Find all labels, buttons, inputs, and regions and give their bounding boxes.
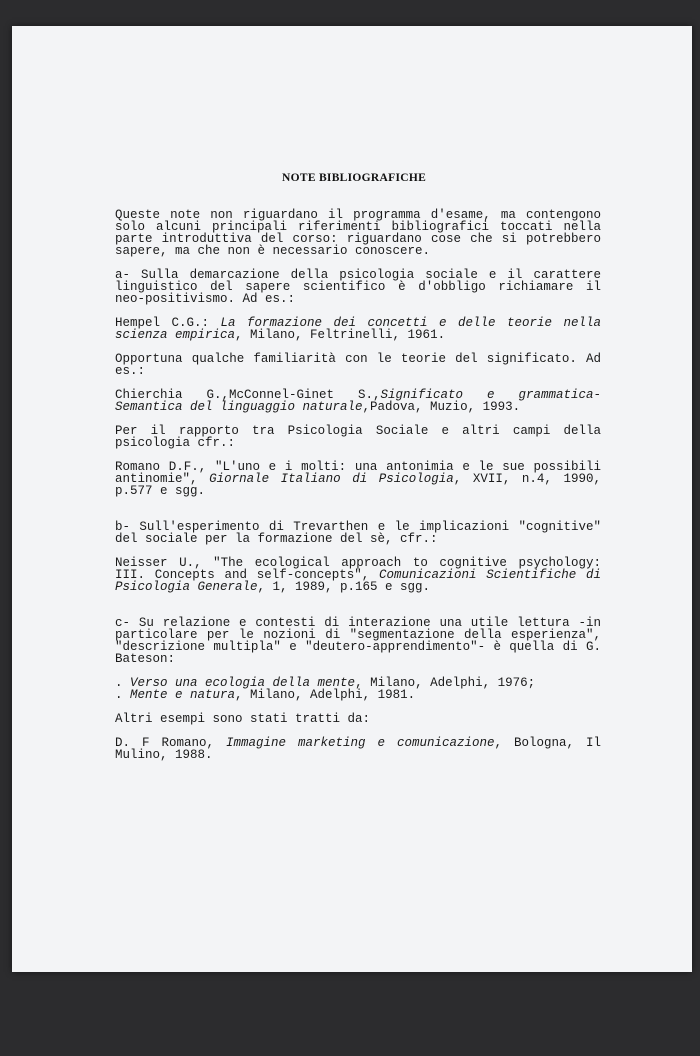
reference-title: Mente e natura	[130, 688, 236, 702]
intro-paragraph: Queste note non riguardano il programma d'esame, ma contengono solo alcuni principali riferimenti bibliografici toccati nella parte introduttiva del corso: riguardano cose che si potrebbero sapere, ma che non è necessario conoscere.	[115, 208, 601, 258]
reference-title: Verso una ecologia della mente	[130, 676, 356, 690]
bullet: .	[115, 676, 131, 690]
reference-author: Chierchia G.,McConnel-Ginet S.,	[115, 388, 381, 402]
section-a-paragraph: a- Sulla demarcazione della psicologia sociale e il carattere linguistico del sapere scientifico è d'obbligo richiamare il neo-positivismo. Ad es.:	[115, 268, 601, 306]
reference-neisser	[115, 557, 601, 593]
reference-author: Neisser U., "The ecological approach to cognitive psychology: III. Concepts and self-concepts",	[115, 556, 601, 582]
reference-romano	[115, 461, 601, 497]
reference-details: , 1, 1989, p.165 e sgg.	[257, 580, 431, 594]
reference-title: Giornale Italiano di Psicologia	[209, 472, 454, 486]
reference-title: Comunicazioni Scientifiche di Psicologia Generale	[115, 568, 601, 594]
reference-hempel	[115, 317, 601, 341]
reference-details: , Bologna, Il Mulino, 1988.	[115, 736, 601, 762]
reference-details: , Milano, Adelphi, 1981.	[235, 688, 416, 702]
reference-author: Romano D.F., "L'uno e i molti: una antonimia e le sue possibili antinomie",	[115, 460, 601, 486]
reference-romano-2	[115, 737, 601, 761]
reference-details: , XVII, n.4, 1990, p.577 e sgg.	[115, 472, 601, 498]
reference-title: Immagine marketing e comunicazione	[225, 736, 495, 750]
section-c-paragraph: c- Su relazione e contesti di interazione una utile lettura -in particolare per le nozioni di "segmentazione della esperienza", "descrizione multipla" e "deutero-apprendimento"- è quella di G. Bateson:	[115, 616, 601, 666]
reference-title: Significato e grammatica-Semantica del linguaggio naturale	[115, 388, 601, 414]
relation-paragraph: Per il rapporto tra Psicologia Sociale e altri campi della psicologia cfr.:	[115, 424, 601, 450]
reference-author: D. F Romano,	[115, 736, 226, 750]
section-b-paragraph: b- Sull'esperimento di Trevarthen e le implicazioni "cognitive" del sociale per la formazione del sè, cfr.:	[115, 520, 601, 546]
reference-title: La formazione dei concetti e delle teorie nella scienza empirica	[115, 316, 601, 342]
document-title: NOTE BIBLIOGRAFICHE	[282, 172, 427, 184]
reference-details: ,Padova, Muzio, 1993.	[362, 400, 521, 414]
other-examples-paragraph: Altri esempi sono stati tratti da:	[115, 712, 371, 726]
reference-details: , Milano, Adelphi, 1976;	[355, 676, 536, 690]
bullet: .	[115, 688, 131, 702]
bateson-reference-2	[115, 689, 601, 701]
reference-author: Hempel C.G.:	[115, 316, 221, 330]
reference-chierchia	[115, 389, 601, 413]
familiarity-paragraph: Opportuna qualche familiarità con le teorie del significato. Ad es.:	[115, 352, 601, 378]
document-body	[115, 209, 601, 761]
reference-details: , Milano, Feltrinelli, 1961.	[235, 328, 446, 342]
